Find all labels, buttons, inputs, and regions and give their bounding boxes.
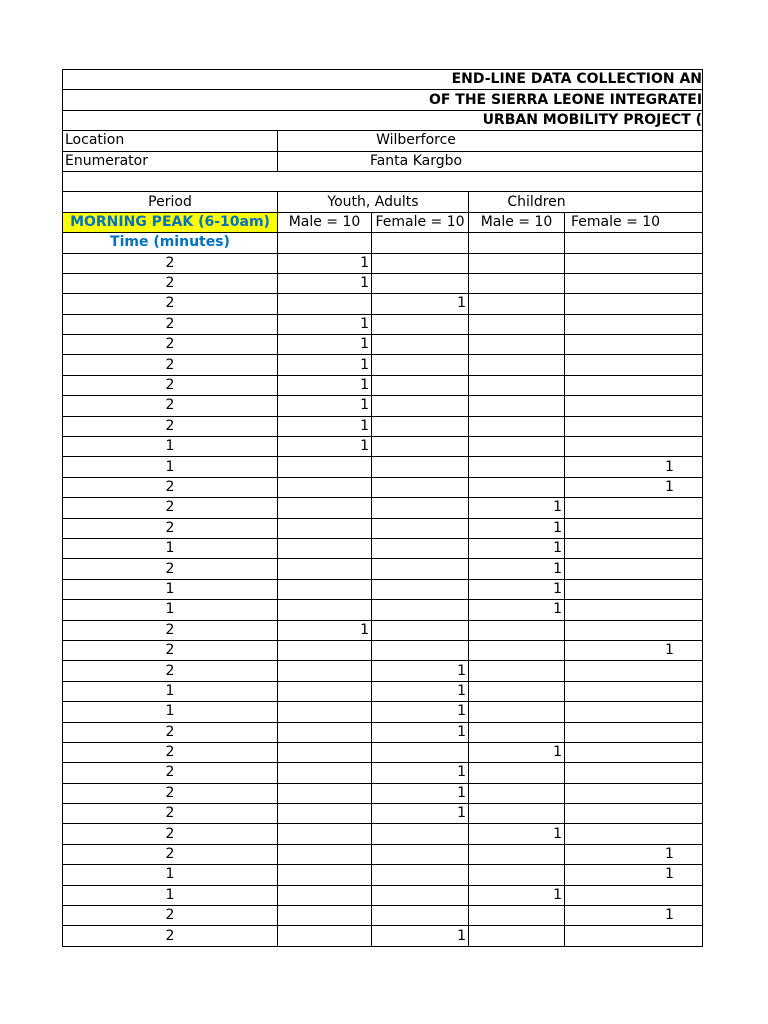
time-cell: 2 <box>63 559 278 579</box>
table-row <box>63 314 703 334</box>
youth-female-cell: 1 <box>372 722 469 742</box>
period-header: Period <box>63 192 278 212</box>
youth-female-cell <box>372 498 469 518</box>
youth-female-cell <box>372 620 469 640</box>
time-cell: 2 <box>63 742 278 762</box>
child-female-cell: 1 <box>565 906 703 926</box>
time-cell: 1 <box>63 457 278 477</box>
youth-male-cell <box>278 783 372 803</box>
morning-peak-label: MORNING PEAK (6-10am) <box>63 212 278 232</box>
time-cell: 2 <box>63 844 278 864</box>
time-cell: 2 <box>63 824 278 844</box>
time-cell: 1 <box>63 865 278 885</box>
child-male-cell: 1 <box>469 498 565 518</box>
youth-male-cell <box>278 640 372 660</box>
youth-male-cell <box>278 906 372 926</box>
table-row <box>63 375 703 395</box>
youth-female-cell <box>372 865 469 885</box>
child-male-cell <box>469 926 565 946</box>
youth-male-cell: 1 <box>278 314 372 334</box>
time-cell: 2 <box>63 335 278 355</box>
child-female-cell <box>565 702 703 722</box>
child-female-cell <box>565 742 703 762</box>
child-female-cell <box>565 661 703 681</box>
location-value: Wilberforce <box>278 131 703 151</box>
table-row <box>63 742 703 762</box>
time-cell: 2 <box>63 783 278 803</box>
title-row-3 <box>63 110 703 130</box>
youth-male-header: Male = 10 <box>278 212 372 232</box>
youth-female-cell <box>372 518 469 538</box>
child-female-cell <box>565 273 703 293</box>
time-cell: 2 <box>63 804 278 824</box>
youth-female-cell <box>372 824 469 844</box>
time-cell: 1 <box>63 885 278 905</box>
youth-female-cell <box>372 742 469 762</box>
title-line-2: OF THE SIERRA LEONE INTEGRATEI <box>63 90 703 110</box>
table-row <box>63 804 703 824</box>
time-cell: 2 <box>63 661 278 681</box>
time-header-row <box>63 233 703 253</box>
table-row <box>63 579 703 599</box>
table-row <box>63 824 703 844</box>
youth-male-cell: 1 <box>278 620 372 640</box>
child-male-cell <box>469 416 565 436</box>
child-male-cell: 1 <box>469 824 565 844</box>
child-male-cell <box>469 844 565 864</box>
child-female-cell <box>565 518 703 538</box>
title-line-3: URBAN MOBILITY PROJECT ( <box>63 110 703 130</box>
youth-male-cell <box>278 763 372 783</box>
group-header-row <box>63 192 703 212</box>
time-cell: 2 <box>63 477 278 497</box>
child-female-cell <box>565 783 703 803</box>
youth-female-cell <box>372 335 469 355</box>
table-row <box>63 253 703 273</box>
spreadsheet-viewport <box>62 69 703 952</box>
child-female-cell <box>565 335 703 355</box>
table-row <box>63 702 703 722</box>
time-cell: 2 <box>63 375 278 395</box>
table-row <box>63 926 703 946</box>
youth-female-header: Female = 10 <box>372 212 469 232</box>
child-female-cell <box>565 294 703 314</box>
youth-female-cell <box>372 477 469 497</box>
child-male-cell <box>469 620 565 640</box>
children-header: Children <box>469 192 703 212</box>
youth-female-cell <box>372 355 469 375</box>
child-female-cell <box>565 396 703 416</box>
table-row <box>63 885 703 905</box>
table-row <box>63 620 703 640</box>
table-row <box>63 273 703 293</box>
child-female-cell <box>565 314 703 334</box>
child-male-cell <box>469 477 565 497</box>
youth-female-cell <box>372 844 469 864</box>
youth-female-cell <box>372 396 469 416</box>
youth-male-cell <box>278 457 372 477</box>
child-male-cell <box>469 314 565 334</box>
time-cell: 1 <box>63 702 278 722</box>
youth-male-cell: 1 <box>278 273 372 293</box>
child-male-cell: 1 <box>469 885 565 905</box>
youth-male-cell <box>278 742 372 762</box>
youth-female-cell <box>372 457 469 477</box>
youth-female-cell <box>372 579 469 599</box>
table-row <box>63 865 703 885</box>
youth-female-cell <box>372 559 469 579</box>
child-female-cell: 1 <box>565 844 703 864</box>
time-cell: 2 <box>63 518 278 538</box>
youth-male-cell <box>278 518 372 538</box>
child-female-cell <box>565 722 703 742</box>
time-cell: 2 <box>63 722 278 742</box>
youth-male-cell <box>278 600 372 620</box>
child-male-cell <box>469 396 565 416</box>
table-row <box>63 518 703 538</box>
table-row <box>63 477 703 497</box>
table-row <box>63 783 703 803</box>
empty-cell <box>469 233 565 253</box>
child-female-cell <box>565 681 703 701</box>
child-female-cell <box>565 538 703 558</box>
child-female-cell <box>565 355 703 375</box>
child-female-cell <box>565 824 703 844</box>
child-male-cell: 1 <box>469 518 565 538</box>
time-cell: 2 <box>63 620 278 640</box>
youth-female-cell <box>372 885 469 905</box>
child-male-cell: 1 <box>469 600 565 620</box>
child-male-cell <box>469 865 565 885</box>
child-female-cell <box>565 375 703 395</box>
child-male-cell <box>469 804 565 824</box>
child-male-cell: 1 <box>469 579 565 599</box>
child-male-cell <box>469 722 565 742</box>
child-female-cell <box>565 498 703 518</box>
youth-male-cell <box>278 681 372 701</box>
title-row-1 <box>63 70 703 90</box>
youth-male-cell <box>278 865 372 885</box>
table-row <box>63 844 703 864</box>
child-male-cell <box>469 783 565 803</box>
youth-male-cell <box>278 824 372 844</box>
child-female-cell <box>565 885 703 905</box>
child-male-cell <box>469 294 565 314</box>
child-female-header: Female = 10 <box>565 212 703 232</box>
time-cell: 2 <box>63 763 278 783</box>
child-female-cell <box>565 600 703 620</box>
youth-female-cell <box>372 600 469 620</box>
youth-male-cell: 1 <box>278 355 372 375</box>
blank-row <box>63 171 703 191</box>
table-row <box>63 722 703 742</box>
child-male-cell <box>469 702 565 722</box>
table-row <box>63 335 703 355</box>
youth-female-cell: 1 <box>372 294 469 314</box>
youth-female-cell <box>372 416 469 436</box>
location-label: Location <box>63 131 278 151</box>
child-male-cell <box>469 437 565 457</box>
time-cell: 2 <box>63 273 278 293</box>
child-male-cell <box>469 681 565 701</box>
youth-male-cell <box>278 559 372 579</box>
table-row <box>63 559 703 579</box>
child-female-cell <box>565 926 703 946</box>
time-cell: 1 <box>63 538 278 558</box>
table-row <box>63 661 703 681</box>
child-female-cell: 1 <box>565 477 703 497</box>
child-male-cell: 1 <box>469 538 565 558</box>
child-male-cell <box>469 375 565 395</box>
child-female-cell <box>565 579 703 599</box>
youth-male-cell <box>278 579 372 599</box>
youth-female-cell <box>372 640 469 660</box>
time-cell: 2 <box>63 926 278 946</box>
location-row <box>63 131 703 151</box>
table-row <box>63 763 703 783</box>
youth-female-cell: 1 <box>372 661 469 681</box>
time-cell: 2 <box>63 253 278 273</box>
table-row <box>63 498 703 518</box>
child-female-cell: 1 <box>565 457 703 477</box>
youth-female-cell <box>372 273 469 293</box>
youth-male-cell: 1 <box>278 437 372 457</box>
youth-female-cell <box>372 906 469 926</box>
child-male-header: Male = 10 <box>469 212 565 232</box>
column-header-row <box>63 212 703 232</box>
child-female-cell <box>565 253 703 273</box>
child-female-cell: 1 <box>565 640 703 660</box>
youth-adults-header: Youth, Adults <box>278 192 469 212</box>
youth-male-cell <box>278 885 372 905</box>
youth-female-cell: 1 <box>372 804 469 824</box>
youth-female-cell: 1 <box>372 783 469 803</box>
youth-female-cell <box>372 437 469 457</box>
child-female-cell <box>565 559 703 579</box>
youth-female-cell: 1 <box>372 681 469 701</box>
youth-female-cell: 1 <box>372 763 469 783</box>
child-female-cell <box>565 437 703 457</box>
youth-female-cell: 1 <box>372 926 469 946</box>
youth-male-cell <box>278 722 372 742</box>
table-row <box>63 457 703 477</box>
time-cell: 2 <box>63 355 278 375</box>
youth-male-cell <box>278 804 372 824</box>
time-cell: 1 <box>63 600 278 620</box>
youth-male-cell <box>278 294 372 314</box>
child-male-cell <box>469 640 565 660</box>
table-row <box>63 294 703 314</box>
child-female-cell <box>565 620 703 640</box>
enumerator-value: Fanta Kargbo <box>278 151 703 171</box>
data-collection-sheet <box>62 69 703 947</box>
youth-male-cell: 1 <box>278 253 372 273</box>
time-cell: 2 <box>63 906 278 926</box>
youth-male-cell <box>278 477 372 497</box>
youth-female-cell: 1 <box>372 702 469 722</box>
table-row <box>63 600 703 620</box>
youth-male-cell <box>278 702 372 722</box>
child-male-cell <box>469 661 565 681</box>
time-cell: 2 <box>63 396 278 416</box>
time-cell: 2 <box>63 498 278 518</box>
empty-cell <box>372 233 469 253</box>
youth-male-cell <box>278 538 372 558</box>
empty-cell <box>278 233 372 253</box>
child-female-cell: 1 <box>565 865 703 885</box>
child-male-cell <box>469 335 565 355</box>
child-male-cell <box>469 906 565 926</box>
youth-female-cell <box>372 253 469 273</box>
enumerator-label: Enumerator <box>63 151 278 171</box>
child-male-cell <box>469 457 565 477</box>
youth-male-cell <box>278 661 372 681</box>
time-cell: 2 <box>63 294 278 314</box>
time-cell: 1 <box>63 681 278 701</box>
youth-female-cell <box>372 375 469 395</box>
child-female-cell <box>565 763 703 783</box>
youth-male-cell <box>278 498 372 518</box>
youth-male-cell <box>278 844 372 864</box>
table-row <box>63 396 703 416</box>
enumerator-row <box>63 151 703 171</box>
time-cell: 1 <box>63 579 278 599</box>
child-male-cell <box>469 273 565 293</box>
title-line-1: END-LINE DATA COLLECTION AN <box>63 70 703 90</box>
table-row <box>63 416 703 436</box>
time-cell: 1 <box>63 437 278 457</box>
table-row <box>63 681 703 701</box>
table-row <box>63 906 703 926</box>
time-cell: 2 <box>63 416 278 436</box>
child-female-cell <box>565 416 703 436</box>
title-row-2 <box>63 90 703 110</box>
table-row <box>63 640 703 660</box>
child-male-cell: 1 <box>469 742 565 762</box>
youth-male-cell: 1 <box>278 335 372 355</box>
child-male-cell: 1 <box>469 559 565 579</box>
table-row <box>63 538 703 558</box>
table-row <box>63 437 703 457</box>
child-female-cell <box>565 804 703 824</box>
youth-male-cell: 1 <box>278 375 372 395</box>
time-cell: 2 <box>63 640 278 660</box>
youth-female-cell <box>372 314 469 334</box>
empty-cell <box>565 233 703 253</box>
youth-female-cell <box>372 538 469 558</box>
youth-male-cell: 1 <box>278 396 372 416</box>
blank-cell <box>63 171 703 191</box>
table-row <box>63 355 703 375</box>
youth-male-cell: 1 <box>278 416 372 436</box>
child-male-cell <box>469 253 565 273</box>
time-cell: 2 <box>63 314 278 334</box>
child-male-cell <box>469 355 565 375</box>
child-male-cell <box>469 763 565 783</box>
time-minutes-label: Time (minutes) <box>63 233 278 253</box>
youth-male-cell <box>278 926 372 946</box>
